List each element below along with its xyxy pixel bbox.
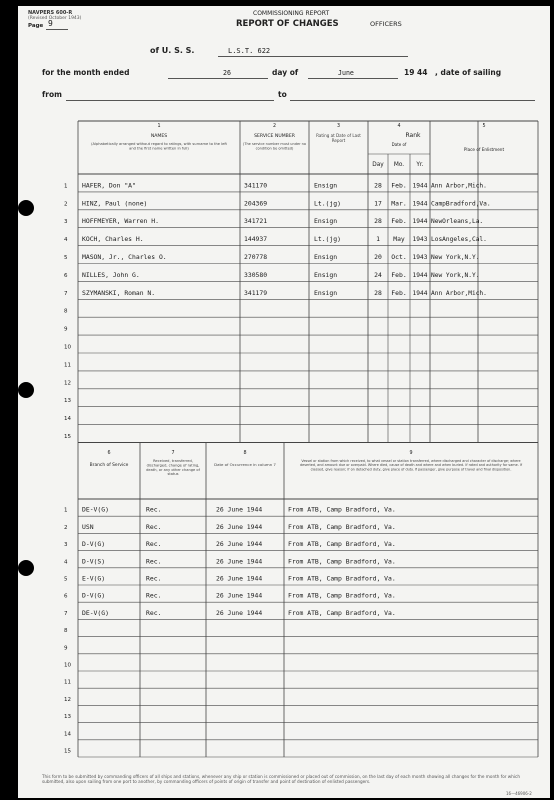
change-status: Rec. xyxy=(146,574,162,583)
col-title-status: death, or any other change of xyxy=(146,467,200,472)
row-number: 4 xyxy=(64,559,68,566)
col-number: 8 xyxy=(243,451,247,456)
binder-hole xyxy=(18,560,34,576)
row-number: 9 xyxy=(64,326,68,333)
row-number: 7 xyxy=(64,610,68,617)
form-title: REPORT OF CHANGES xyxy=(236,19,339,29)
col-title-month: Mo. xyxy=(393,162,405,168)
rank-year: 1944 xyxy=(412,218,428,226)
report-tables xyxy=(18,6,550,798)
page-number: 9 xyxy=(48,19,53,28)
row-number: 12 xyxy=(64,380,71,387)
col-title-date: Date of Occurrence in column 7 xyxy=(214,462,276,467)
col-title-day: Day xyxy=(372,162,384,168)
change-status: Rec. xyxy=(146,557,162,566)
col-title-detail: classed, give reason; if on detached duty, give place of duty. If passenger, give purpose of travel and final disposition. xyxy=(310,467,512,472)
service-number: 270778 xyxy=(244,253,268,261)
col-note-names: and the first name written in full) xyxy=(129,146,189,151)
col-number: 6 xyxy=(107,451,111,456)
report-day: 26 xyxy=(223,69,231,77)
row-number: 5 xyxy=(64,255,68,261)
col-title-rank: Rank xyxy=(405,132,421,139)
row-number: 5 xyxy=(64,576,68,583)
col-number: 7 xyxy=(171,451,175,456)
row-number: 15 xyxy=(64,748,71,755)
officer-name: KOCH, Charles H. xyxy=(82,235,144,244)
page-label: Page xyxy=(28,23,44,29)
row-number: 7 xyxy=(64,290,68,297)
ship-prefix: of U. S. S. xyxy=(150,46,195,55)
rating: Lt.(jg) xyxy=(314,199,341,208)
ship-name: L.S.T. 622 xyxy=(228,47,271,55)
branch-of-service: DE-V(G) xyxy=(82,608,109,617)
change-detail: From ATB, Camp Bradford, Va. xyxy=(288,505,396,514)
col-subtitle-rank: Date of xyxy=(391,142,407,147)
occurrence-date: 26 June 1944 xyxy=(216,557,263,566)
branch-of-service: DE-V(G) xyxy=(82,505,109,514)
to-label: to xyxy=(278,90,287,99)
rank-year: 1944 xyxy=(412,200,428,208)
row-number: 10 xyxy=(64,344,71,351)
row-number: 15 xyxy=(64,434,71,440)
rank-month: May xyxy=(393,235,405,244)
col-title-branch: Branch of Service xyxy=(89,463,129,468)
row-number: 2 xyxy=(64,524,68,531)
footer-instructions: This form to be submitted by commanding officers of all ships and stations, whenever any ship or station is commissioned or placed out of commission, on the last day of each month showing all changes for the month for which submitted, also upon sailing from one port to another, by commanding officers of points of origin of transfer and point of destination of enlisted passengers. xyxy=(42,774,521,785)
rank-year: 1944 xyxy=(412,271,428,279)
change-detail: From ATB, Camp Bradford, Va. xyxy=(288,540,396,549)
row-number: 2 xyxy=(64,201,68,208)
rank-year: 1944 xyxy=(412,289,428,297)
rank-month: Feb. xyxy=(391,288,407,297)
rank-month: Mar. xyxy=(391,199,407,208)
place-of-enlistment: LosAngeles,Cal. xyxy=(431,236,487,244)
day-of-label: day of xyxy=(272,68,299,77)
col-title-detail: Vessel or station from which received, to what vessel or station transferred, where discharged and character of discharge; where xyxy=(301,459,521,463)
form-number: NAVPERS 600-R xyxy=(28,10,73,16)
row-number: 8 xyxy=(64,628,68,635)
branch-of-service: D-V(G) xyxy=(82,540,106,549)
form-revision: (Revised October 1943) xyxy=(28,16,82,21)
rank-month: Feb. xyxy=(391,181,407,190)
change-status: Rec. xyxy=(146,540,162,549)
service-number: 330580 xyxy=(244,270,268,279)
row-number: 12 xyxy=(64,696,71,703)
sailing-label: , date of sailing xyxy=(435,68,502,77)
rank-month: Feb. xyxy=(391,217,407,226)
row-number: 10 xyxy=(64,662,71,669)
col-title-detail: deserted, and amount due or overpaid. Where died, cause of death and where and when buried. If rated and authority for same. If xyxy=(299,463,523,468)
rank-month: Feb. xyxy=(391,270,407,279)
change-status: Rec. xyxy=(146,522,162,531)
service-number: 341179 xyxy=(244,288,268,297)
change-status: Rec. xyxy=(146,591,162,600)
rating: Ensign xyxy=(314,253,338,261)
col-title-year: Yr. xyxy=(416,162,424,168)
officer-name: HOFFMEYER, Warren H. xyxy=(82,217,159,226)
rating: Ensign xyxy=(314,270,338,279)
officer-name: MASON, Jr., Charles O. xyxy=(82,253,167,261)
row-number: 9 xyxy=(64,645,68,652)
from-label: from xyxy=(42,90,62,99)
place-of-enlistment: NewOrleans,La. xyxy=(431,218,484,226)
rank-year: 1943 xyxy=(412,254,428,261)
branch-of-service: USN xyxy=(82,522,94,531)
rank-day: 1 xyxy=(376,235,380,244)
branch-of-service: D-V(G) xyxy=(82,591,106,600)
col-title-names: NAMES xyxy=(150,134,168,139)
occurrence-date: 26 June 1944 xyxy=(216,540,263,549)
col-number: 9 xyxy=(409,451,413,456)
service-number: 341721 xyxy=(244,217,268,226)
service-number: 204369 xyxy=(244,199,268,208)
change-status: Rec. xyxy=(146,608,162,617)
place-of-enlistment: Ann Arbor,Mich. xyxy=(431,289,487,297)
col-number: 3 xyxy=(336,124,341,129)
place-of-enlistment: CampBradford,Va. xyxy=(431,200,491,208)
col-title-rating: Rating at Date of Last xyxy=(316,133,361,138)
occurrence-date: 26 June 1944 xyxy=(216,591,263,600)
col-note-service: (The service number must under no xyxy=(242,142,307,146)
col-title-status: Received, transferred, xyxy=(153,459,193,463)
occurrence-date: 26 June 1944 xyxy=(216,608,263,617)
row-number: 11 xyxy=(64,362,71,369)
service-number: 341170 xyxy=(244,181,268,190)
place-of-enlistment: New York,N.Y. xyxy=(431,271,480,279)
place-of-enlistment: Ann Arbor,Mich. xyxy=(431,182,487,190)
col-title-place: Place of Enlistment xyxy=(463,147,505,152)
occurrence-date: 26 June 1944 xyxy=(216,505,263,514)
officer-name: HAFER, Don "A" xyxy=(82,181,136,190)
rank-day: 28 xyxy=(374,288,382,297)
rank-day: 28 xyxy=(374,217,382,226)
col-title-status: status xyxy=(167,472,179,477)
row-number: 1 xyxy=(64,507,68,514)
officer-name: HINZ, Paul (none) xyxy=(82,199,148,208)
rank-year: 1944 xyxy=(412,182,428,190)
occurrence-date: 26 June 1944 xyxy=(216,522,263,531)
rank-day: 24 xyxy=(374,270,382,279)
row-number: 3 xyxy=(64,542,68,549)
period-label: for the month ended xyxy=(42,68,130,77)
report-year: 19 44 xyxy=(404,68,428,77)
row-number: 13 xyxy=(64,398,71,405)
rank-day: 20 xyxy=(374,253,382,261)
row-number: 8 xyxy=(64,308,68,315)
row-number: 6 xyxy=(64,593,68,600)
rank-day: 28 xyxy=(374,181,382,190)
occurrence-date: 26 June 1944 xyxy=(216,574,263,583)
change-status: Rec. xyxy=(146,505,162,514)
binder-hole xyxy=(18,200,34,216)
form-code: 16—46906-2 xyxy=(506,791,532,796)
row-number: 1 xyxy=(64,183,68,190)
rating: Lt.(jg) xyxy=(314,235,341,244)
place-of-enlistment: New York,N.Y. xyxy=(431,254,480,261)
col-number: 1 xyxy=(157,124,161,129)
officer-name: SZYMANSKI, Roman N. xyxy=(82,288,156,297)
form-subtitle: COMMISSIONING REPORT xyxy=(253,10,330,17)
rating: Ensign xyxy=(314,217,338,226)
row-number: 11 xyxy=(64,679,71,686)
report-month: June xyxy=(338,69,354,77)
change-detail: From ATB, Camp Bradford, Va. xyxy=(288,522,396,531)
row-number: 14 xyxy=(64,731,71,738)
binder-hole xyxy=(18,382,34,398)
row-number: 14 xyxy=(64,416,71,423)
rating: Ensign xyxy=(314,181,338,190)
form-type: OFFICERS xyxy=(370,20,402,28)
change-detail: From ATB, Camp Bradford, Va. xyxy=(288,608,396,617)
col-note-names: (Alphabetically arranged without regard to ratings, with surname to the left xyxy=(91,142,227,146)
col-note-service: condition be omitted) xyxy=(255,146,294,151)
col-number: 2 xyxy=(272,124,277,129)
rating: Ensign xyxy=(314,288,338,297)
col-number: 4 xyxy=(397,124,401,129)
row-number: 6 xyxy=(64,272,68,279)
rank-day: 17 xyxy=(374,199,382,208)
col-title-service: SERVICE NUMBER xyxy=(254,134,295,139)
officer-name: NILLES, John G. xyxy=(82,270,140,279)
branch-of-service: E-V(G) xyxy=(82,574,106,583)
change-detail: From ATB, Camp Bradford, Va. xyxy=(288,557,396,566)
col-number: 5 xyxy=(482,124,486,129)
branch-of-service: D-V(S) xyxy=(82,557,106,566)
report-form-page xyxy=(18,6,550,798)
rank-month: Oct. xyxy=(391,253,407,261)
row-number: 13 xyxy=(64,714,71,721)
rank-year: 1943 xyxy=(412,236,428,244)
service-number: 144937 xyxy=(244,235,268,244)
change-detail: From ATB, Camp Bradford, Va. xyxy=(288,574,396,583)
col-title-status: discharged, change of rating, xyxy=(146,463,200,468)
row-number: 4 xyxy=(64,237,68,244)
change-detail: From ATB, Camp Bradford, Va. xyxy=(288,591,396,600)
row-number: 3 xyxy=(64,219,68,226)
col-title-rating: Report xyxy=(331,137,346,143)
